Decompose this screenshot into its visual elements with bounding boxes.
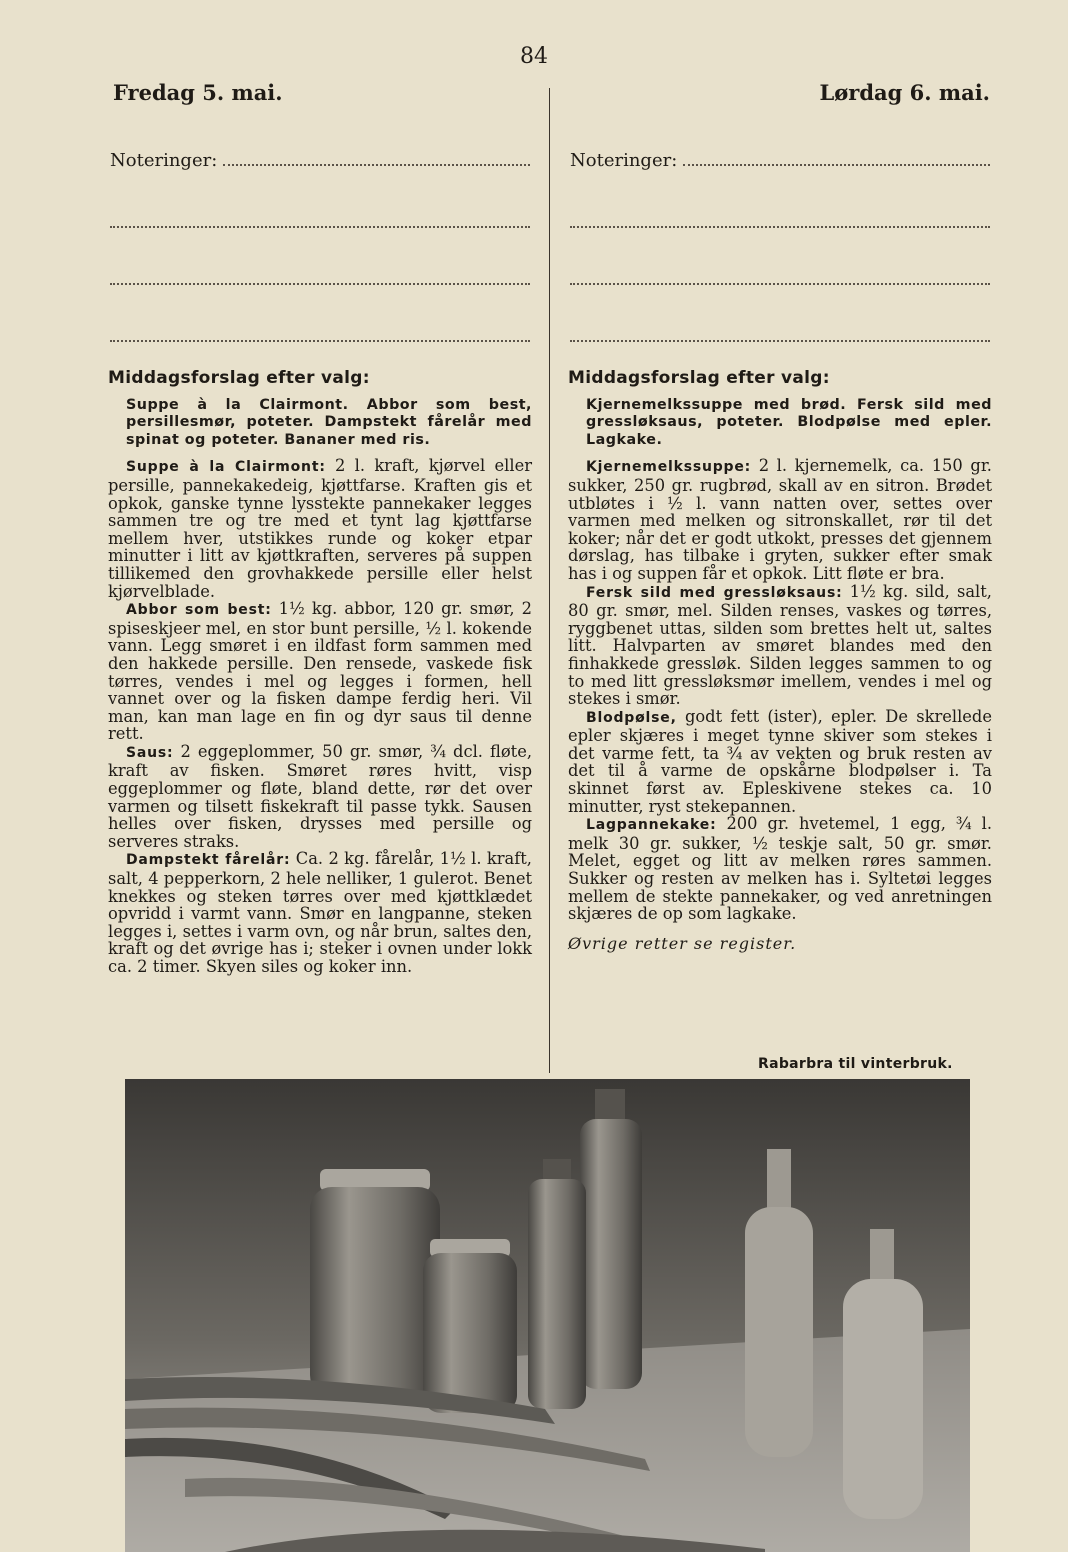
- recipe-title: Dampstekt fårelår:: [126, 852, 291, 869]
- recipe-text: 2 eggeplommer, 50 gr. smør, ¾ dcl. fløte, kraft av fisken. Smøret røres hvitt, visp eggeplommer og fløte, bland dette, rør det over varmen og tilsett fiskekraft til passe tykk. Sausen helles over fisken, drysses med persille og serveres straks.: [108, 741, 532, 851]
- recipe-text: 1½ kg. abbor, 120 gr. smør, 2 spiseskjeer mel, en stor bunt persille, ½ l. kokende vann. Legg smøret i en ildfast form sammen med den hakkede persille. Den rensede, vaskede fisk tørres, vendes i mel og legges i formen, hell vannet over og la fisken dampe ferdig heri. Vil man, kan man lage en fin og dyr saus til denne rett.: [108, 599, 532, 744]
- recipe-title: Lagpannekake:: [586, 817, 717, 834]
- recipe-title: Kjernemelkssuppe:: [586, 459, 752, 476]
- dotted-line: [110, 282, 530, 285]
- recipe-title: Suppe à la Clairmont:: [126, 459, 326, 476]
- page-number: 84: [520, 44, 548, 69]
- recipe-paragraph: [568, 815, 992, 923]
- day-heading-saturday: Lørdag 6. mai.: [819, 80, 990, 105]
- notes-label: Noteringer:: [110, 150, 218, 171]
- photo-caption: Rabarbra til vinterbruk.: [758, 1056, 953, 1072]
- column-divider: [549, 88, 550, 1073]
- recipe-paragraph: [568, 457, 992, 582]
- notes-area-friday: [110, 150, 530, 342]
- rhubarb-photo: [125, 1079, 970, 1552]
- menu-intro: Suppe à la Clairmont. Abbor som best, persillesmør, poteter. Dampstekt fårelår med spinat og poteter. Bananer med ris.: [126, 396, 532, 448]
- recipe-title: Blodpølse,: [586, 709, 677, 726]
- recipe-text: 2 l. kjernemelk, ca. 150 gr. sukker, 250 gr. rugbrød, skall av en sitron. Brødet utbløtes i ½ l. vann natten over, settes over varmen med melken og sitronskallet, rør til det koker; når det er godt utkokt, presses det gjennem dørslag, has tilbake i gryten, sukker efter smak has i og suppen får et opkok. Litt fløte er bra.: [568, 456, 992, 583]
- other-dishes-note: Øvrige retter se register.: [568, 933, 797, 953]
- recipe-paragraph: [568, 708, 992, 816]
- dotted-line: [570, 282, 990, 285]
- dotted-line: [570, 225, 990, 228]
- recipe-text: 2 l. kraft, kjørvel eller persille, pannekakedeig, kjøttfarse. Kraften gis et opkok, ganske tynne lysstekte pannekaker legges sammen tre og tre med et tynt lag kjøttfarse mellem hver, utstikkes runde og koker etpar minutter i litt av kjøttkraften, serveres på suppen tillikemed den grovhakkede persille eller helst kjørvelblade.: [108, 456, 532, 601]
- rhubarb-jars-illustration: [125, 1079, 970, 1552]
- menu-intro: Kjernemelkssuppe med brød. Fersk sild med gressløksaus, poteter. Blodpølse med epler. Lagkake.: [586, 396, 992, 448]
- recipe-paragraph: [108, 743, 532, 851]
- dotted-line: [223, 150, 530, 166]
- recipe-text: Ca. 2 kg. fårelår, 1½ l. kraft, salt, 4 pepperkorn, 2 hele nelliker, 1 gulerot. Benet knekkes og steken tørres over med kjøttklædet opvridd i varmt vann. Smør en langpanne, steken legges i, settes i varm ovn, og når brun, saltes den, kraft og det øvrige has i; steker i ovnen under lokk ca. 2 timer. Skyen siles og koker inn.: [108, 849, 532, 976]
- recipe-title: Fersk sild med gressløksaus:: [586, 584, 843, 601]
- recipe-paragraph: [108, 600, 532, 743]
- dotted-line: [570, 339, 990, 342]
- recipe-title: Abbor som best:: [126, 602, 272, 619]
- notes-label: Noteringer:: [570, 150, 678, 171]
- recipe-text: godt fett (ister), epler. De skrellede epler skjæres i meget tynne skiver som stekes i det varme fett, ta ¾ av vekten og bruk resten av det til å varme de opskårne blodpølser i. Ta skinnet først av. Epleskivene stekes ca. 10 minutter, ryst stekepannen.: [568, 706, 992, 816]
- menu-column-friday: [108, 370, 532, 976]
- recipe-paragraph: [108, 457, 532, 600]
- day-heading-friday: Fredag 5. mai.: [113, 80, 283, 105]
- recipe-text: 1½ kg. sild, salt, 80 gr. smør, mel. Silden renses, vaskes og tørres, ryggbenet uttas, silden som brettes helt ut, saltes litt. Halvparten av smøret blandes med den finhakkede gressløk. Silden legges sammen to og to med litt gressløksmør imellem, vendes i mel og stekes i smør.: [568, 581, 992, 709]
- menu-column-saturday: [568, 370, 992, 952]
- notes-area-saturday: [570, 150, 990, 342]
- dotted-line: [110, 339, 530, 342]
- recipe-title: Saus:: [126, 744, 174, 761]
- recipe-text: 200 gr. hvetemel, 1 egg, ¾ l. melk 30 gr. sukker, ½ teskje salt, 50 gr. smør. Melet, egget og litt av melken røres sammen. Sukker og resten av melken has i. Syltetøi legges mellem de stekte pannekaker, og ved anretningen skjæres de op som lagkake.: [568, 814, 992, 924]
- recipe-paragraph: [108, 850, 532, 975]
- menu-section-title: Middagsforslag efter valg:: [108, 368, 370, 388]
- recipe-paragraph: [568, 583, 992, 708]
- menu-section-title: Middagsforslag efter valg:: [568, 368, 830, 388]
- dotted-line: [683, 150, 990, 166]
- dotted-line: [110, 225, 530, 228]
